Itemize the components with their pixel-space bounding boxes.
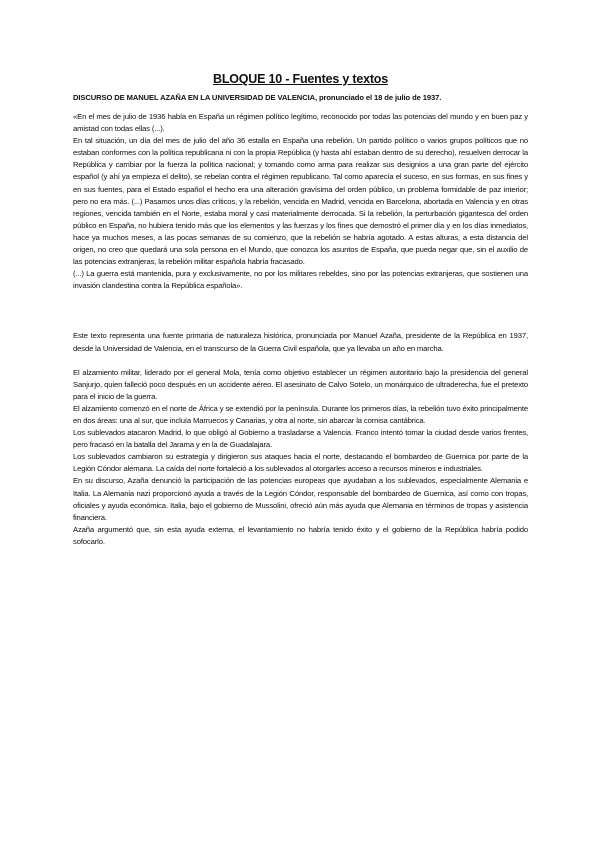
commentary-paragraph: En su discurso, Azaña denunció la participación de las potencias europeas que ayudaban a los sublevados, especialmente Alemania e Italia. La Alemania nazi proporcionó ayuda a través de la Legión Cóndor, responsable del bombardeo de Guernica, así como con tropas, oficiales y ayuda económica. Italia, bajo el gobierno de Mussolini, ofreció aún más ayuda que Alemania en términos de tropas y asistencia financiera.: [73, 476, 528, 522]
commentary-block: [73, 367, 528, 548]
commentary-paragraph: Azaña argumentó que, sin esta ayuda externa, el levantamiento no habría tenido éxito y el gobierno de la República habría podido sofocarlo.: [73, 524, 528, 546]
commentary-paragraph: Los sublevados cambiaron su estrategia y dirigieron sus ataques hacia el norte, destacando el bombardeo de Guernica por parte de la Legión Cóndor alemana. La caída del norte fortaleció a los sublevados al otorgarles acceso a recursos mineros e industriales.: [73, 452, 528, 474]
quote-paragraph: (...) La guerra está mantenida, pura y exclusivamente, no por los militares rebeldes, sino por las potencias extranjeras, que sostienen una invasión clandestina contra la República española».: [73, 269, 528, 291]
section-gap: [73, 292, 528, 330]
document-title: BLOQUE 10 - Fuentes y textos: [213, 72, 388, 86]
quote-block: [73, 111, 528, 292]
commentary-paragraph: El alzamiento militar, liderado por el general Mola, tenía como objetivo establecer un régimen autoritario bajo la presidencia del general Sanjurjo, quien falleció poco después en un accidente aéreo. El asesinato de Calvo Sotelo, un monárquico de ultraderecha, fue el pretexto para el inicio de la guerra.: [73, 367, 528, 401]
commentary-paragraph: Los sublevados atacaron Madrid, lo que obligó al Gobierno a trasladarse a Valencia. Franco intentó tomar la ciudad desde varios frentes, pero fracasó en la batalla del Jarama y en la de Guadalajara.: [73, 428, 528, 450]
quote-paragraph: En tal situación, un día del mes de julio del año 36 estalla en España una rebelión. Un partido político o varios grupos políticos que no estaban conformes con la política republicana ni con la propia República (y hasta ahí estaban dentro de su derecho), resuelven derrocar la República y cambiar por la fuerza la política nacional; y tomando como arma para realizar sus designios a una gran parte del ejército español (y ahí ya empieza el delito), se rebelan contra el régimen republicano. Tal como aparecía el suceso, en sus formas, en sus fines y en sus fuentes, para el Estado español el hecho era una alteración gravísima del orden público, un problema formidable de paz interior; pero no era más. (...) Pasamos unos días críticos, y la rebelión, vencida en Madrid, vencida en Barcelona, abortada en Valencia y en otras regiones, vencida también en el Norte, estaba moral y casi materialmente derrocada. Si la rebelión, la perturbación gigantesca del orden público en España, no hubiera tenido más que los elementos y las fuerzas y los fines que demostró el primer día y en los días inmediatos, hace ya muchos meses, a las pocas semanas de su comienzo, que la rebelión se habría agotado. A estas alturas, a esta distancia del origen, no creo que quedará una sola persona en el Mundo, que conozca los asuntos de España, que pueda negar que, sin el auxilio de las potencias extranjeras, la rebelión militar española habría fracasado.: [73, 136, 528, 267]
document-subtitle: DISCURSO DE MANUEL AZAÑA EN LA UNIVERSIDAD DE VALENCIA, pronunciado el 18 de julio de 1937.: [73, 93, 442, 102]
section-gap: [73, 355, 528, 367]
commentary-paragraph: El alzamiento comenzó en el norte de África y se extendió por la península. Durante los primeros días, la rebelión tuvo éxito principalmente en dos áreas: una al sur, que incluía Marruecos y Canarias, y otra al norte, sin abarcar la cornisa cantábrica.: [73, 403, 528, 425]
quote-paragraph: «En el mes de julio de 1936 había en España un régimen político legítimo, reconocido por todas las potencias del mundo y en buen paz y amistad con todas ellas (...).: [73, 112, 528, 134]
commentary-intro: Este texto representa una fuente primaria de naturaleza histórica, pronunciada por Manuel Azaña, presidente de la República en 1937, desde la Universidad de Valencia, en el transcurso de la Guerra Civil española, que ya llevaba un año en marcha.: [73, 331, 528, 353]
